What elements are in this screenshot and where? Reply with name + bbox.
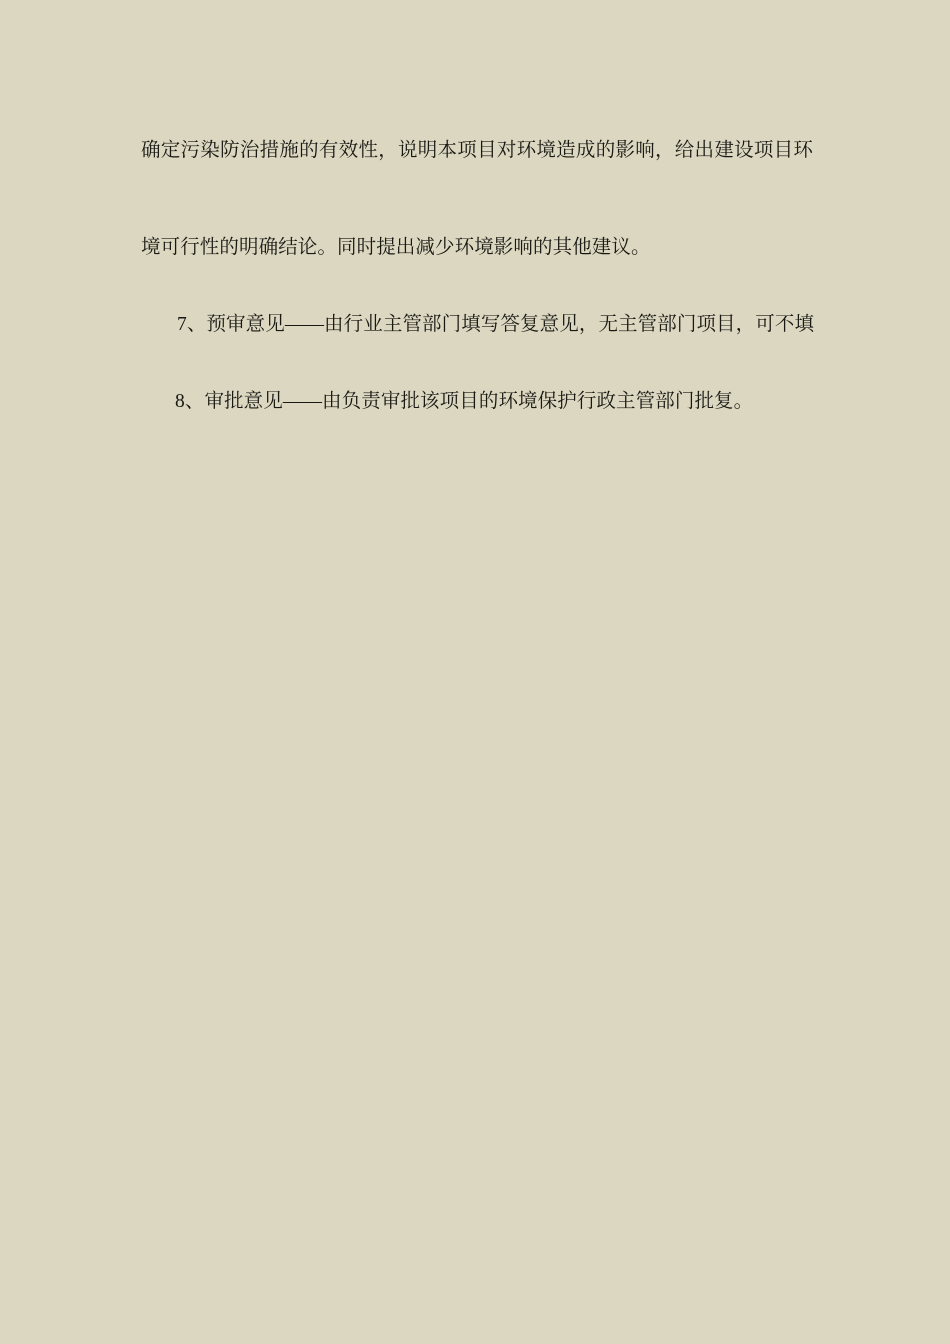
list-item-8: 8、审批意见——由负责审批该项目的环境保护行政主管部门批复。: [175, 391, 754, 412]
paragraph-line-1: 确定污染防治措施的有效性，说明本项目对环境造成的影响，给出建设项目环: [141, 140, 813, 161]
paragraph-line-2: 境可行性的明确结论。同时提出减少环境影响的其他建议。: [141, 237, 651, 258]
list-item-7: 7、预审意见——由行业主管部门填写答复意见，无主管部门项目，可不填: [177, 314, 815, 335]
